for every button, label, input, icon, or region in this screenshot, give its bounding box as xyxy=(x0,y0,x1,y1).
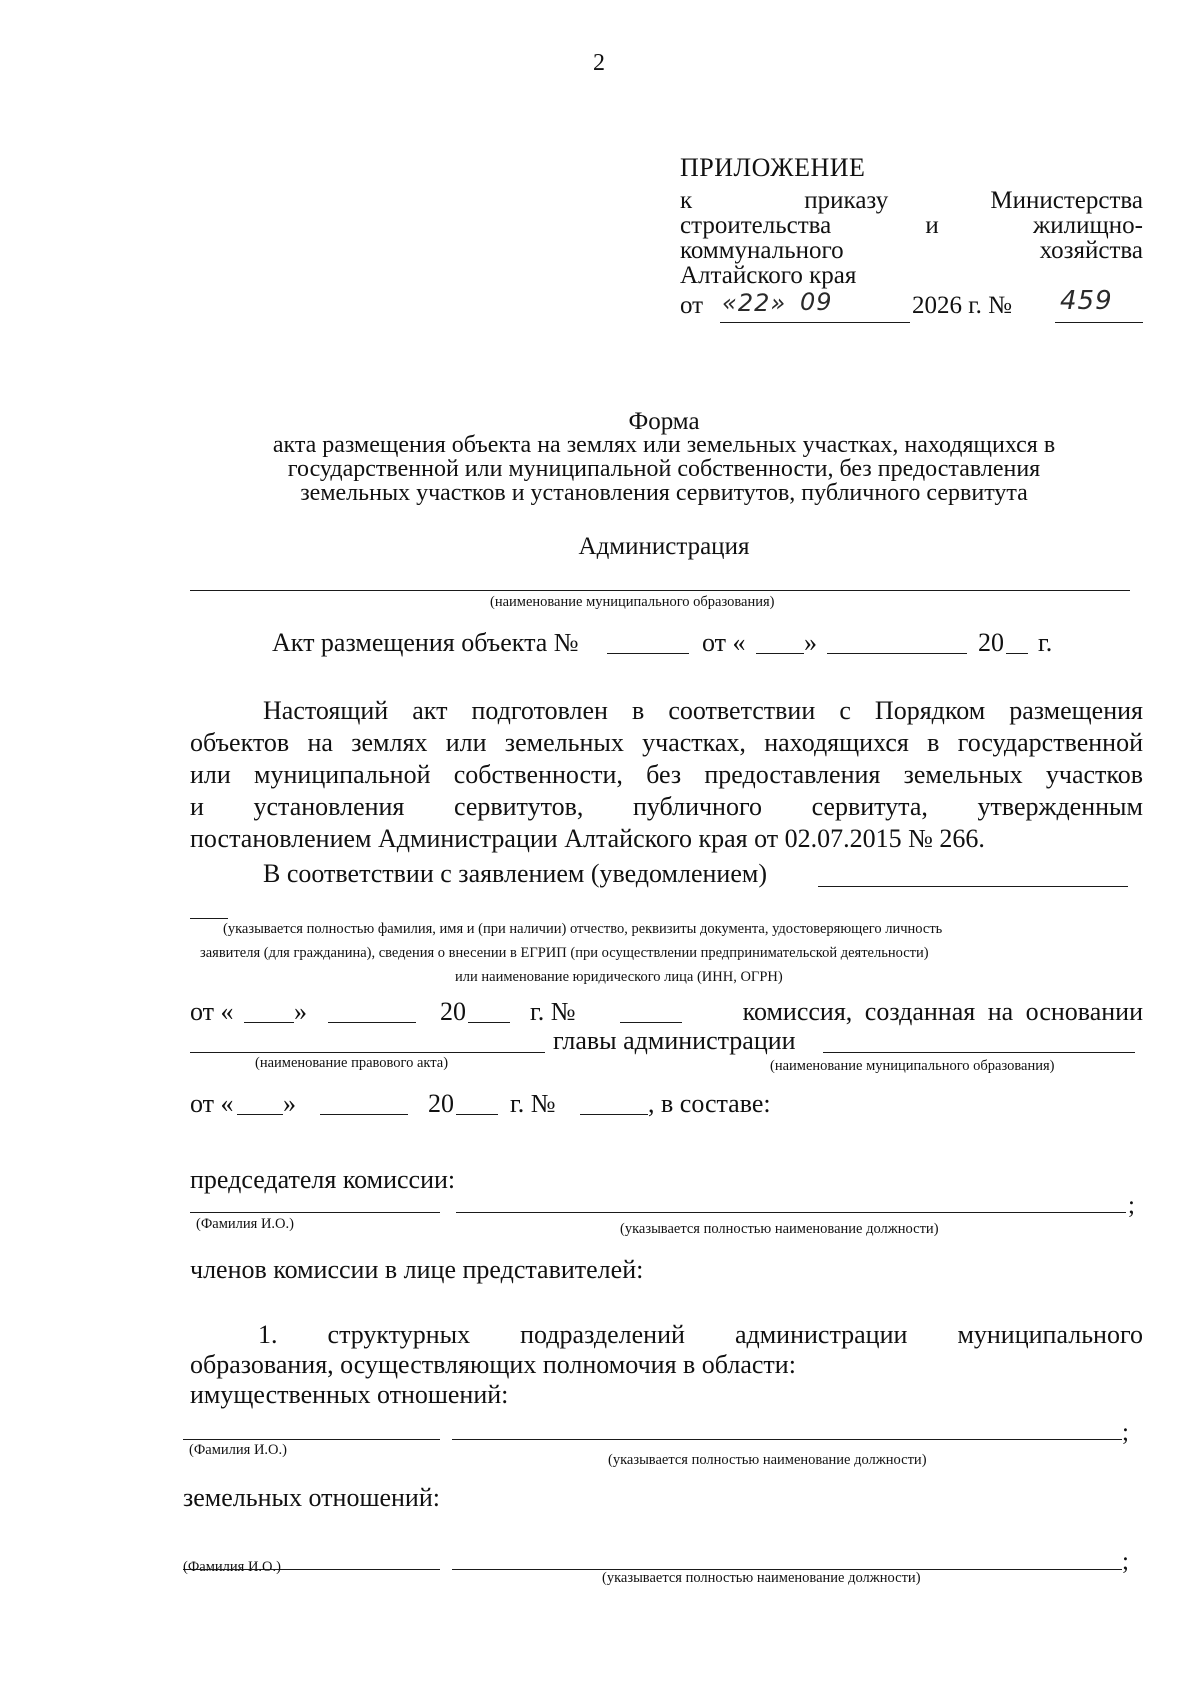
appendix-line-2: строительства и жилищно- xyxy=(680,212,1143,239)
form-title-line-2: государственной или муниципальной собственности, без предоставления xyxy=(287,456,1041,482)
chairman-label: председателя комиссии: xyxy=(190,1165,456,1194)
applicant-hint-3: или наименование юридического лица (ИНН, ОГРН) xyxy=(455,969,783,985)
legal-act-line xyxy=(190,1052,545,1053)
form-heading: Форма xyxy=(628,408,700,435)
chairman-position-hint: (указывается полностью наименование должности) xyxy=(620,1221,939,1237)
act-month-blank xyxy=(827,653,967,654)
order-date-day: «22» xyxy=(722,289,787,317)
legal-act-hint: (наименование правового акта) xyxy=(255,1055,449,1071)
admin-municipality-line xyxy=(823,1052,1135,1053)
paragraph-line-4: и установления сервитутов, публичного сервитута, утвержденным xyxy=(190,792,1143,821)
commission-month-blank xyxy=(328,1022,416,1023)
property-name-line xyxy=(183,1439,440,1440)
appendix-line-4: Алтайского края xyxy=(680,262,857,289)
order-number: 459 xyxy=(1060,286,1113,316)
appendix-title: ПРИЛОЖЕНИЕ xyxy=(680,153,866,182)
form-title-line-3: земельных участков и установления сервитутов, публичного сервитута xyxy=(300,480,1028,506)
act-number-blank xyxy=(607,653,689,654)
property-position-line xyxy=(452,1439,1122,1440)
members-label: членов комиссии в лице представителей: xyxy=(190,1255,644,1284)
chairman-name-hint: (Фамилия И.О.) xyxy=(196,1216,294,1232)
statement-text: В соответствии с заявлением (уведомлением) xyxy=(263,859,767,888)
applicant-hint-1: (указывается полностью фамилия, имя и (при наличии) отчество, реквизиты документа, удостоверяющего личность xyxy=(223,921,943,937)
paragraph-line-3: или муниципальной собственности, без предоставления земельных участков xyxy=(190,760,1143,789)
chairman-name-line xyxy=(190,1212,440,1213)
composition-number-blank xyxy=(580,1114,648,1115)
paragraph-line-2: объектов на землях или земельных участках, находящихся в государственной xyxy=(190,728,1143,757)
municipality-hint: (наименование муниципального образования) xyxy=(490,594,775,610)
property-position-hint: (указывается полностью наименование должности) xyxy=(608,1452,927,1468)
order-date-underline xyxy=(720,322,910,323)
land-name-hint: (Фамилия И.О.) xyxy=(183,1559,281,1575)
act-year-blank xyxy=(1006,653,1028,654)
property-relations-label: имущественных отношений: xyxy=(190,1380,509,1409)
chairman-position-line xyxy=(456,1212,1126,1213)
paragraph-line-5: постановлением Администрации Алтайского края от 02.07.2015 № 266. xyxy=(190,824,985,853)
paragraph-line-1: Настоящий акт подготовлен в соответствии с Порядком размещения xyxy=(263,696,1143,725)
commission-year-blank xyxy=(468,1022,510,1023)
order-date-month: 09 xyxy=(800,288,833,316)
act-title: Акт размещения объекта № от « » 20 г. xyxy=(272,628,1053,657)
land-relations-label: земельных отношений: xyxy=(183,1483,440,1512)
commission-line-1: от « » 20 г. № комиссия, созданная на основании xyxy=(190,997,1143,1026)
applicant-hint-2: заявителя (для гражданина), сведения о внесении в ЕГРИП (при осуществлении предпринимательской деятельности) xyxy=(200,945,929,961)
chairman-semicolon: ; xyxy=(1128,1192,1135,1219)
composition-year-blank xyxy=(456,1114,498,1115)
commission-number-blank xyxy=(620,1022,682,1023)
act-day-blank xyxy=(756,653,804,654)
land-semicolon: ; xyxy=(1122,1548,1129,1575)
commission-day-blank xyxy=(244,1022,294,1023)
applicant-line xyxy=(190,918,228,919)
composition-day-blank xyxy=(237,1114,283,1115)
property-semicolon: ; xyxy=(1122,1419,1129,1446)
composition-month-blank xyxy=(320,1114,408,1115)
municipality-line xyxy=(190,590,1130,591)
page-number: 2 xyxy=(593,50,605,76)
head-of-admin: главы администрации xyxy=(553,1026,796,1055)
land-position-hint: (указывается полностью наименование должности) xyxy=(602,1570,921,1586)
appendix-line-3: коммунального хозяйства xyxy=(680,237,1143,264)
admin-municipality-hint: (наименование муниципального образования) xyxy=(770,1058,1055,1074)
commission-line-3: от « » 20 г. № , в составе: xyxy=(190,1089,771,1118)
order-year: 2026 г. № xyxy=(912,292,1013,319)
appendix-line-1: к приказу Министерства xyxy=(680,187,1143,214)
section-1-line-1: 1. структурных подразделений администрации муниципального xyxy=(258,1320,1143,1349)
section-1-line-2: образования, осуществляющих полномочия в области: xyxy=(190,1350,796,1379)
statement-line xyxy=(818,886,1128,887)
administration-label: Администрация xyxy=(578,533,750,560)
form-title-line-1: акта размещения объекта на землях или земельных участках, находящихся в xyxy=(272,432,1056,458)
order-date-prefix: от xyxy=(680,292,704,319)
order-number-underline xyxy=(1055,322,1143,323)
property-name-hint: (Фамилия И.О.) xyxy=(189,1442,287,1458)
